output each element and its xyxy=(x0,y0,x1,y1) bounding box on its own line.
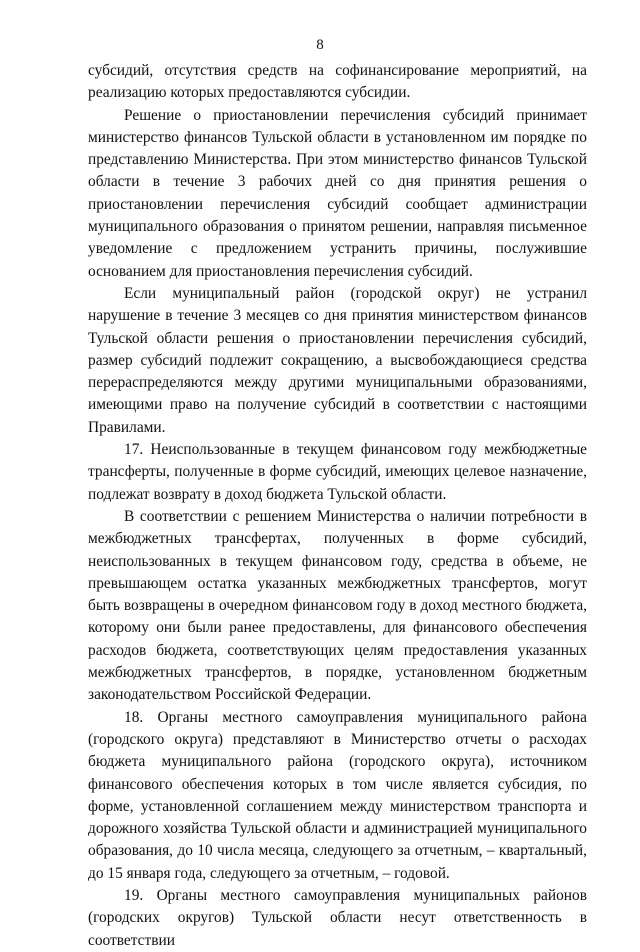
paragraph-subsidy-reduction: Если муниципальный район (городской округ) не устранил нарушение в течение 3 месяцев со дня принятия министерством финансов Тульской области решения о приостановлении перечисления субсидий, размер субсидий подлежит сокращению, а высвобождающиеся средства перераспределяются между другими муниципальными образованиями, имеющими право на получение субсидий в соответствии с настоящими Правилами. xyxy=(88,284,587,436)
paragraph-item-19: 19. Органы местного самоуправления муниципальных районов (городских округов) Тульской области несут ответственность в соответствии xyxy=(88,886,587,949)
document-body xyxy=(88,60,587,952)
paragraph-return-of-funds: В соответствии с решением Министерства о наличии потребности в межбюджетных трансфертах, полученных в форме субсидий, неиспользованных в текущем финансовом году, средства в объеме, не превышающем остатка указанных межбюджетных трансфертов, могут быть возвращены в очередном финансовом году в доход местного бюджета, которому они были ранее предоставлены, для финансового обеспечения расходов бюджета, соответствующих целям предоставления указанных межбюджетных трансфертов, в порядке, установленном бюджетным законодательством Российской Федерации. xyxy=(88,507,587,704)
paragraph-item-17: 17. Неиспользованные в текущем финансовом году межбюджетные трансферты, полученные в форме субсидий, имеющих целевое назначение, подлежат возврату в доход бюджета Тульской области. xyxy=(88,441,587,503)
paragraph-item-18: 18. Органы местного самоуправления муниципального района (городского округа) представляют в Министерство отчеты о расходах бюджета муниципального района (городского округа), источником финансового обеспечения которых в том числе является субсидия, по форме, установленной соглашением между министерством транспорта и дорожного хозяйства Тульской области и администрацией муниципального образования, до 10 числа месяца, следующего за отчетным, – квартальный, до 15 января года, следующего за отчетным, – годовой. xyxy=(88,708,587,882)
paragraph-continuation: субсидий, отсутствия средств на софинансирование мероприятий, на реализацию которых предоставляются субсидии. xyxy=(88,62,587,102)
page-number: 8 xyxy=(316,37,324,53)
paragraph-suspension-decision: Решение о приостановлении перечисления субсидий принимает министерство финансов Тульской области в установленном им порядке по представлению Министерства. При этом министерство финансов Тульской области в течение 3 рабочих дней со дня принятия решения о приостановлении перечисления субсидий сообщает администрации муниципального образования о принятом решении, направляя письменное уведомление с предложением устранить причины, послужившие основанием для приостановления перечисления субсидий. xyxy=(88,106,587,280)
